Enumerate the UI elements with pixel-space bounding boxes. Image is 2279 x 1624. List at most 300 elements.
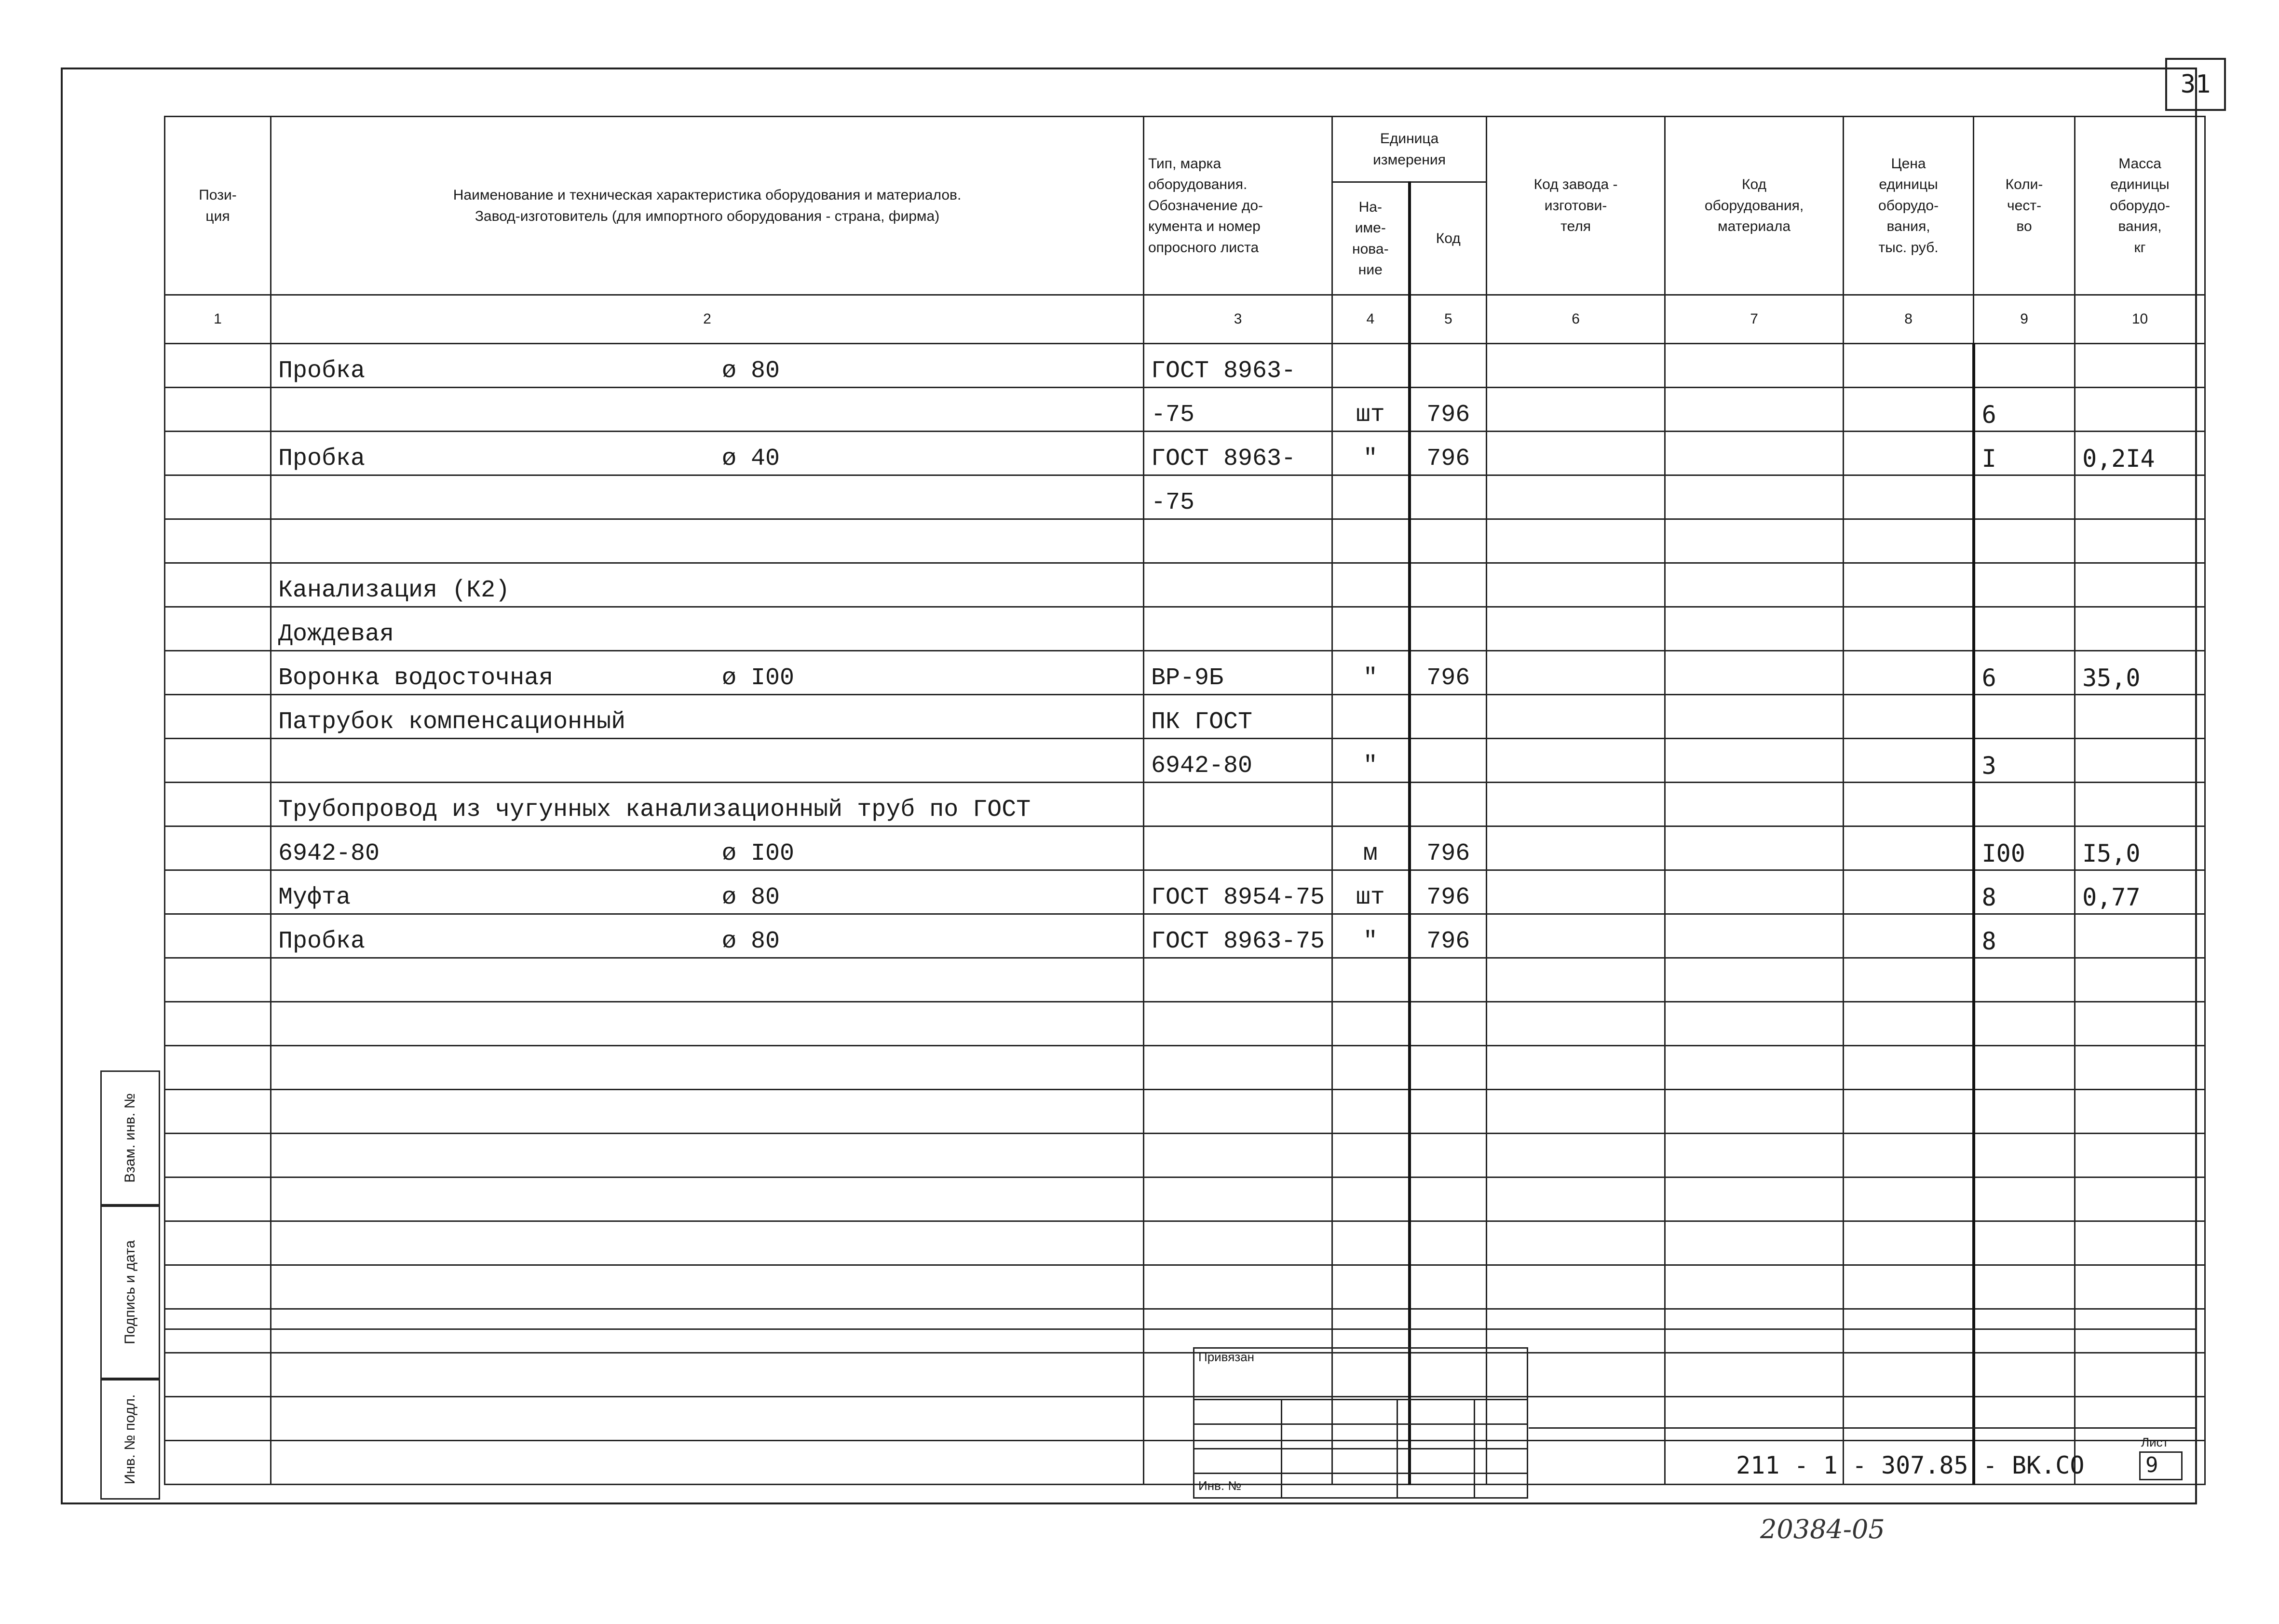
quantity-cell bbox=[1974, 1090, 2075, 1134]
item-name: Трубопровод из чугунных канализационный труб по ГОСТ bbox=[278, 796, 1031, 824]
type-cell bbox=[1144, 1177, 1332, 1221]
title-block-bottom-line bbox=[164, 1328, 2197, 1330]
stamp-cell bbox=[1282, 1474, 1397, 1498]
stamp-cell bbox=[1194, 1400, 1282, 1424]
quantity-cell bbox=[1974, 1353, 2075, 1397]
mass-cell bbox=[2075, 1353, 2205, 1397]
price-cell bbox=[1844, 739, 1974, 783]
unit-code-cell: 796 bbox=[1410, 432, 1487, 475]
mass-cell bbox=[2075, 739, 2205, 783]
equipment-code-cell bbox=[1665, 826, 1844, 870]
stamp-cell bbox=[1282, 1424, 1397, 1449]
item-name: Воронка водосточная bbox=[278, 664, 554, 692]
price-cell bbox=[1844, 1002, 1974, 1046]
header-unit-group: Единица измерения bbox=[1332, 117, 1487, 182]
item-diameter: ø 40 bbox=[722, 445, 780, 473]
position-cell bbox=[165, 826, 271, 870]
stamp-cell bbox=[1397, 1474, 1475, 1498]
name-cell bbox=[271, 739, 1144, 783]
table-row bbox=[165, 1309, 2205, 1353]
table-row bbox=[165, 388, 2205, 432]
price-cell bbox=[1844, 1090, 1974, 1134]
position-cell bbox=[165, 1265, 271, 1309]
price-cell bbox=[1844, 1221, 1974, 1265]
quantity-cell: 3 bbox=[1974, 739, 2075, 783]
stamp-inv: Инв. № bbox=[1194, 1474, 1282, 1498]
price-cell bbox=[1844, 1177, 1974, 1221]
manufacturer-code-cell bbox=[1487, 1265, 1665, 1309]
price-cell bbox=[1844, 344, 1974, 388]
unit-name-cell bbox=[1332, 607, 1410, 651]
equipment-code-cell bbox=[1665, 651, 1844, 695]
price-cell bbox=[1844, 914, 1974, 958]
table-row bbox=[165, 563, 2205, 607]
equipment-code-cell bbox=[1665, 388, 1844, 432]
position-cell bbox=[165, 1397, 271, 1441]
position-cell bbox=[165, 651, 271, 695]
mass-cell bbox=[2075, 958, 2205, 1002]
manufacturer-code-cell bbox=[1487, 1177, 1665, 1221]
table-row bbox=[165, 1397, 2205, 1441]
name-cell bbox=[271, 1309, 1144, 1353]
side-stamp-text: Подпись и дата bbox=[122, 1240, 138, 1344]
type-cell bbox=[1144, 783, 1332, 826]
side-stamp-original-inv bbox=[100, 1379, 160, 1500]
type-cell: -75 bbox=[1144, 388, 1332, 432]
position-cell bbox=[165, 563, 271, 607]
item-name: Канализация (К2) bbox=[278, 577, 510, 604]
name-cell bbox=[271, 1441, 1144, 1485]
unit-name-cell bbox=[1332, 1309, 1410, 1353]
item-name: Пробка bbox=[278, 445, 366, 473]
name-cell bbox=[271, 563, 1144, 607]
type-cell bbox=[1144, 607, 1332, 651]
mass-cell bbox=[2075, 1221, 2205, 1265]
handwritten-archive-code: 20384-05 bbox=[1760, 1514, 1885, 1544]
equipment-code-cell bbox=[1665, 1221, 1844, 1265]
quantity-cell bbox=[1974, 1265, 2075, 1309]
manufacturer-code-cell bbox=[1487, 914, 1665, 958]
table-body bbox=[165, 344, 2205, 1485]
unit-code-cell bbox=[1410, 475, 1487, 519]
mass-cell bbox=[2075, 1265, 2205, 1309]
quantity-cell bbox=[1974, 1221, 2075, 1265]
manufacturer-code-cell bbox=[1487, 826, 1665, 870]
table-row bbox=[165, 651, 2205, 695]
header-type: Тип, марка оборудования. Обозначение до- кумента и номер опросного листа bbox=[1144, 117, 1332, 295]
unit-code-cell bbox=[1410, 1046, 1487, 1090]
header-name: Наименование и техническая характеристика оборудования и материалов. Завод-изготовитель (для импортного оборудования - страна, фирма) bbox=[271, 117, 1144, 295]
item-name: Дождевая bbox=[278, 621, 394, 648]
name-cell bbox=[271, 1134, 1144, 1177]
unit-name-cell: " bbox=[1332, 739, 1410, 783]
quantity-cell: I00 bbox=[1974, 826, 2075, 870]
side-stamp-replaced-inv bbox=[100, 1070, 160, 1205]
type-cell: ГОСТ 8963- bbox=[1144, 344, 1332, 388]
header-position: Пози- ция bbox=[165, 117, 271, 295]
name-cell bbox=[271, 1397, 1144, 1441]
manufacturer-code-cell bbox=[1487, 475, 1665, 519]
column-number: 3 bbox=[1144, 295, 1332, 344]
name-cell bbox=[271, 1353, 1144, 1397]
unit-name-cell bbox=[1332, 1134, 1410, 1177]
unit-code-cell bbox=[1410, 739, 1487, 783]
quantity-cell bbox=[1974, 1309, 2075, 1353]
name-cell bbox=[271, 1265, 1144, 1309]
header-unit-name: На- име- нова- ние bbox=[1332, 182, 1410, 295]
quantity-cell bbox=[1974, 1177, 2075, 1221]
manufacturer-code-cell bbox=[1487, 739, 1665, 783]
mass-cell bbox=[2075, 344, 2205, 388]
price-cell bbox=[1844, 1265, 1974, 1309]
name-cell bbox=[271, 826, 1144, 870]
manufacturer-code-cell bbox=[1487, 1046, 1665, 1090]
stamp-cell bbox=[1282, 1449, 1397, 1474]
unit-code-cell bbox=[1410, 1002, 1487, 1046]
type-cell bbox=[1144, 826, 1332, 870]
equipment-code-cell bbox=[1665, 1177, 1844, 1221]
position-cell bbox=[165, 519, 271, 563]
side-stamp-text: Взам. инв. № bbox=[122, 1093, 138, 1183]
mass-cell bbox=[2075, 914, 2205, 958]
quantity-cell bbox=[1974, 783, 2075, 826]
mass-cell bbox=[2075, 1309, 2205, 1353]
quantity-cell: 8 bbox=[1974, 914, 2075, 958]
name-cell bbox=[271, 914, 1144, 958]
name-cell bbox=[271, 344, 1144, 388]
header-manufacturer-code: Код завода - изготови- теля bbox=[1487, 117, 1665, 295]
mass-cell bbox=[2075, 563, 2205, 607]
title-block-stamp bbox=[1193, 1347, 1528, 1499]
type-cell bbox=[1144, 519, 1332, 563]
position-cell bbox=[165, 1090, 271, 1134]
table-row bbox=[165, 1265, 2205, 1309]
stamp-cell bbox=[1475, 1400, 1528, 1424]
quantity-cell bbox=[1974, 1134, 2075, 1177]
table-row bbox=[165, 1090, 2205, 1134]
unit-name-cell bbox=[1332, 1265, 1410, 1309]
position-cell bbox=[165, 695, 271, 739]
table-row bbox=[165, 958, 2205, 1002]
quantity-cell bbox=[1974, 607, 2075, 651]
price-cell bbox=[1844, 870, 1974, 914]
mass-cell bbox=[2075, 519, 2205, 563]
manufacturer-code-cell bbox=[1487, 563, 1665, 607]
mass-cell bbox=[2075, 1002, 2205, 1046]
type-cell bbox=[1144, 1265, 1332, 1309]
position-cell bbox=[165, 1002, 271, 1046]
quantity-cell bbox=[1974, 563, 2075, 607]
item-diameter: ø I00 bbox=[722, 664, 795, 692]
position-cell bbox=[165, 432, 271, 475]
quantity-cell bbox=[1974, 1002, 2075, 1046]
mass-cell bbox=[2075, 1177, 2205, 1221]
quantity-cell bbox=[1974, 958, 2075, 1002]
manufacturer-code-cell bbox=[1487, 1134, 1665, 1177]
side-stamp-signature-date bbox=[100, 1205, 160, 1379]
unit-name-cell bbox=[1332, 1002, 1410, 1046]
mass-cell bbox=[2075, 388, 2205, 432]
equipment-code-cell bbox=[1665, 739, 1844, 783]
column-number: 8 bbox=[1844, 295, 1974, 344]
name-cell bbox=[271, 651, 1144, 695]
stamp-cell bbox=[1194, 1449, 1282, 1474]
manufacturer-code-cell bbox=[1487, 1090, 1665, 1134]
equipment-code-cell bbox=[1665, 519, 1844, 563]
name-cell bbox=[271, 783, 1144, 826]
stamp-cell bbox=[1475, 1474, 1528, 1498]
position-cell bbox=[165, 607, 271, 651]
quantity-cell: 6 bbox=[1974, 388, 2075, 432]
unit-code-cell: 796 bbox=[1410, 914, 1487, 958]
table-row bbox=[165, 607, 2205, 651]
price-cell bbox=[1844, 695, 1974, 739]
name-cell bbox=[271, 388, 1144, 432]
table-row bbox=[165, 344, 2205, 388]
table-row bbox=[165, 1134, 2205, 1177]
document-code: 211 - 1 - 307.85 - ВК.СО bbox=[1736, 1451, 2085, 1479]
manufacturer-code-cell bbox=[1487, 388, 1665, 432]
table-row bbox=[165, 1177, 2205, 1221]
sheet-number: 9 bbox=[2139, 1451, 2183, 1480]
type-cell bbox=[1144, 1046, 1332, 1090]
mass-cell: 0,77 bbox=[2075, 870, 2205, 914]
header-quantity: Коли- чест- во bbox=[1974, 117, 2075, 295]
stamp-title: Привязан bbox=[1194, 1348, 1528, 1400]
quantity-cell: 6 bbox=[1974, 651, 2075, 695]
header-unit-code: Код bbox=[1410, 182, 1487, 295]
type-cell: ПК ГОСТ bbox=[1144, 695, 1332, 739]
type-cell bbox=[1144, 1002, 1332, 1046]
manufacturer-code-cell bbox=[1487, 1309, 1665, 1353]
price-cell bbox=[1844, 1353, 1974, 1397]
sheet-label: Лист bbox=[2141, 1435, 2169, 1449]
item-name: Патрубок компенсационный bbox=[278, 708, 626, 736]
table-row bbox=[165, 519, 2205, 563]
equipment-code-cell bbox=[1665, 695, 1844, 739]
unit-code-cell bbox=[1410, 1177, 1487, 1221]
unit-code-cell bbox=[1410, 1134, 1487, 1177]
stamp-cell bbox=[1397, 1449, 1475, 1474]
unit-code-cell bbox=[1410, 1090, 1487, 1134]
position-cell bbox=[165, 344, 271, 388]
unit-name-cell bbox=[1332, 1046, 1410, 1090]
specification-table bbox=[164, 116, 2206, 1485]
table-row bbox=[165, 870, 2205, 914]
column-number: 6 bbox=[1487, 295, 1665, 344]
table-row bbox=[165, 739, 2205, 783]
column-number: 5 bbox=[1410, 295, 1487, 344]
unit-code-cell: 796 bbox=[1410, 826, 1487, 870]
unit-code-cell bbox=[1410, 344, 1487, 388]
unit-name-cell bbox=[1332, 695, 1410, 739]
column-number: 1 bbox=[165, 295, 271, 344]
manufacturer-code-cell bbox=[1487, 783, 1665, 826]
stamp-cell bbox=[1194, 1424, 1282, 1449]
price-cell bbox=[1844, 1397, 1974, 1441]
unit-code-cell bbox=[1410, 783, 1487, 826]
mass-cell bbox=[2075, 1134, 2205, 1177]
equipment-code-cell bbox=[1665, 607, 1844, 651]
type-cell: 6942-80 bbox=[1144, 739, 1332, 783]
unit-name-cell: " bbox=[1332, 651, 1410, 695]
item-diameter: ø 80 bbox=[722, 357, 780, 385]
position-cell bbox=[165, 1046, 271, 1090]
type-cell: ГОСТ 8963- bbox=[1144, 432, 1332, 475]
table-row bbox=[165, 1353, 2205, 1397]
unit-name-cell: " bbox=[1332, 432, 1410, 475]
item-name: 6942-80 bbox=[278, 840, 380, 867]
price-cell bbox=[1844, 958, 1974, 1002]
unit-name-cell bbox=[1332, 344, 1410, 388]
item-diameter: ø 80 bbox=[722, 928, 780, 955]
table-row bbox=[165, 475, 2205, 519]
position-cell bbox=[165, 1309, 271, 1353]
table-row bbox=[165, 695, 2205, 739]
unit-name-cell bbox=[1332, 519, 1410, 563]
table-row bbox=[165, 1046, 2205, 1090]
unit-code-cell bbox=[1410, 563, 1487, 607]
quantity-cell: 8 bbox=[1974, 870, 2075, 914]
price-cell bbox=[1844, 432, 1974, 475]
manufacturer-code-cell bbox=[1487, 651, 1665, 695]
manufacturer-code-cell bbox=[1487, 344, 1665, 388]
manufacturer-code-cell bbox=[1487, 958, 1665, 1002]
equipment-code-cell bbox=[1665, 870, 1844, 914]
unit-code-cell: 796 bbox=[1410, 870, 1487, 914]
mass-cell bbox=[2075, 475, 2205, 519]
mass-cell bbox=[2075, 1397, 2205, 1441]
position-cell bbox=[165, 1353, 271, 1397]
quantity-cell bbox=[1974, 695, 2075, 739]
unit-name-cell bbox=[1332, 783, 1410, 826]
column-number: 7 bbox=[1665, 295, 1844, 344]
table-row bbox=[165, 1221, 2205, 1265]
mass-cell: 0,2I4 bbox=[2075, 432, 2205, 475]
name-cell bbox=[271, 1221, 1144, 1265]
manufacturer-code-cell bbox=[1487, 870, 1665, 914]
unit-name-cell: шт bbox=[1332, 870, 1410, 914]
unit-code-cell bbox=[1410, 1221, 1487, 1265]
position-cell bbox=[165, 958, 271, 1002]
equipment-code-cell bbox=[1665, 914, 1844, 958]
unit-code-cell bbox=[1410, 519, 1487, 563]
unit-name-cell: " bbox=[1332, 914, 1410, 958]
type-cell bbox=[1144, 1090, 1332, 1134]
quantity-cell: I bbox=[1974, 432, 2075, 475]
type-cell: ГОСТ 8963-75 bbox=[1144, 914, 1332, 958]
price-cell bbox=[1844, 388, 1974, 432]
position-cell bbox=[165, 388, 271, 432]
unit-code-cell bbox=[1410, 1309, 1487, 1353]
header-equipment-code: Код оборудования, материала bbox=[1665, 117, 1844, 295]
column-number: 10 bbox=[2075, 295, 2205, 344]
equipment-code-cell bbox=[1665, 475, 1844, 519]
table-row bbox=[165, 914, 2205, 958]
position-cell bbox=[165, 739, 271, 783]
mass-cell bbox=[2075, 1090, 2205, 1134]
equipment-code-cell bbox=[1665, 1090, 1844, 1134]
unit-code-cell: 796 bbox=[1410, 651, 1487, 695]
name-cell bbox=[271, 519, 1144, 563]
name-cell bbox=[271, 432, 1144, 475]
name-cell bbox=[271, 1002, 1144, 1046]
item-name: Пробка bbox=[278, 357, 366, 385]
name-cell bbox=[271, 1177, 1144, 1221]
position-cell bbox=[165, 870, 271, 914]
header-unit-mass: Масса единицы оборудо- вания, кг bbox=[2075, 117, 2205, 295]
column-number: 9 bbox=[1974, 295, 2075, 344]
position-cell bbox=[165, 1177, 271, 1221]
unit-name-cell bbox=[1332, 563, 1410, 607]
table-row bbox=[165, 826, 2205, 870]
mass-cell: 35,0 bbox=[2075, 651, 2205, 695]
manufacturer-code-cell bbox=[1487, 519, 1665, 563]
price-cell bbox=[1844, 607, 1974, 651]
header-unit-price: Цена единицы оборудо- вания, тыс. руб. bbox=[1844, 117, 1974, 295]
unit-name-cell bbox=[1332, 1221, 1410, 1265]
equipment-code-cell bbox=[1665, 1046, 1844, 1090]
column-number: 2 bbox=[271, 295, 1144, 344]
column-number: 4 bbox=[1332, 295, 1410, 344]
equipment-code-cell bbox=[1665, 1265, 1844, 1309]
equipment-code-cell bbox=[1665, 563, 1844, 607]
price-cell bbox=[1844, 1046, 1974, 1090]
unit-code-cell: 796 bbox=[1410, 388, 1487, 432]
quantity-cell bbox=[1974, 475, 2075, 519]
name-cell bbox=[271, 475, 1144, 519]
equipment-code-cell bbox=[1665, 958, 1844, 1002]
stamp-cell bbox=[1397, 1400, 1475, 1424]
position-cell bbox=[165, 914, 271, 958]
equipment-code-cell bbox=[1665, 1397, 1844, 1441]
manufacturer-code-cell bbox=[1487, 1221, 1665, 1265]
mass-cell bbox=[2075, 607, 2205, 651]
price-cell bbox=[1844, 1309, 1974, 1353]
equipment-code-cell bbox=[1665, 783, 1844, 826]
unit-code-cell bbox=[1410, 1265, 1487, 1309]
price-cell bbox=[1844, 651, 1974, 695]
manufacturer-code-cell bbox=[1487, 607, 1665, 651]
equipment-code-cell bbox=[1665, 1353, 1844, 1397]
type-cell bbox=[1144, 1221, 1332, 1265]
unit-name-cell bbox=[1332, 1177, 1410, 1221]
unit-name-cell: шт bbox=[1332, 388, 1410, 432]
column-numbers-row bbox=[165, 295, 2205, 344]
unit-code-cell bbox=[1410, 607, 1487, 651]
type-cell: ВР-9Б bbox=[1144, 651, 1332, 695]
unit-name-cell bbox=[1332, 1090, 1410, 1134]
unit-code-cell bbox=[1410, 695, 1487, 739]
stamp-cell bbox=[1475, 1424, 1528, 1449]
position-cell bbox=[165, 1221, 271, 1265]
equipment-code-cell bbox=[1665, 1134, 1844, 1177]
type-cell bbox=[1144, 958, 1332, 1002]
stamp-cell bbox=[1397, 1424, 1475, 1449]
equipment-code-cell bbox=[1665, 1002, 1844, 1046]
name-cell bbox=[271, 1090, 1144, 1134]
table-row bbox=[165, 1002, 2205, 1046]
price-cell bbox=[1844, 783, 1974, 826]
table-row bbox=[165, 432, 2205, 475]
name-cell bbox=[271, 607, 1144, 651]
table-row bbox=[165, 783, 2205, 826]
item-name: Муфта bbox=[278, 884, 351, 911]
equipment-code-cell bbox=[1665, 432, 1844, 475]
manufacturer-code-cell bbox=[1487, 1002, 1665, 1046]
item-diameter: ø I00 bbox=[722, 840, 795, 867]
title-block-line bbox=[1529, 1427, 2197, 1429]
